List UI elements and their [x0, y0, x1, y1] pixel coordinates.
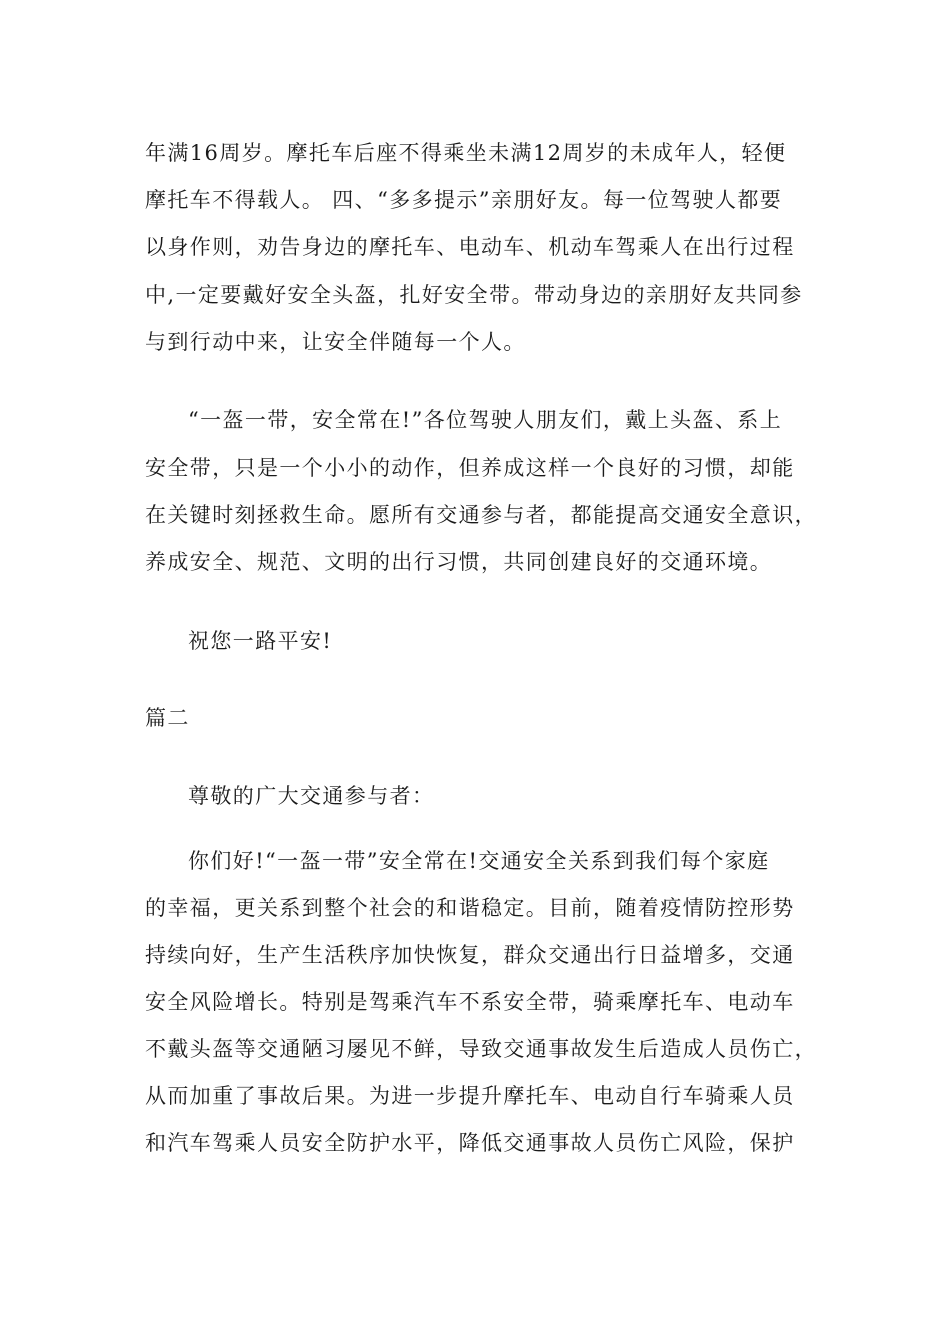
text-line: 以身作则，劝告身边的摩托车、电动车、机动车驾乘人在出行过程 — [145, 235, 795, 259]
text-line: 安全带，只是一个小小的动作，但养成这样一个良好的习惯，却能 — [145, 456, 795, 480]
text-line: 从而加重了事故后果。为进一步提升摩托车、电动自行车骑乘人员 — [145, 1084, 795, 1108]
text-line: 和汽车驾乘人员安全防护水平，降低交通事故人员伤亡风险，保护 — [145, 1131, 795, 1155]
section-heading: 篇二 — [145, 706, 190, 730]
text-line: 中,一定要戴好安全头盔，扎好安全带。带动身边的亲朋好友共同参 — [145, 283, 803, 307]
text-line: 的幸福，更关系到整个社会的和谐稳定。目前，随着疫情防控形势 — [145, 896, 795, 920]
text-line: 摩托车不得载人。 四、“多多提示”亲朋好友。每一位驾驶人都要 — [145, 188, 783, 212]
closing-line: 祝您一路平安! — [188, 629, 333, 653]
salutation: 尊敬的广大交通参与者： — [188, 784, 435, 808]
text-line: 持续向好，生产生活秩序加快恢复，群众交通出行日益增多，交通 — [145, 943, 795, 967]
text-line: 安全风险增长。特别是驾乘汽车不系安全带，骑乘摩托车、电动车 — [145, 990, 795, 1014]
text-line: 年满16周岁。摩托车后座不得乘坐未满12周岁的未成年人，轻便 — [145, 141, 787, 165]
text-line: 在关键时刻拯救生命。愿所有交通参与者，都能提高交通安全意识， — [145, 503, 817, 527]
text-line: 你们好!“一盔一带”安全常在!交通安全关系到我们每个家庭 — [188, 849, 770, 873]
text-line: 不戴头盔等交通陋习屡见不鲜，导致交通事故发生后造成人员伤亡， — [145, 1037, 817, 1061]
text-line: 养成安全、规范、文明的出行习惯，共同创建良好的交通环境。 — [145, 550, 773, 574]
text-line: “一盔一带，安全常在!”各位驾驶人朋友们，戴上头盔、系上 — [188, 408, 783, 432]
text-line: 与到行动中来，让安全伴随每一个人。 — [145, 330, 526, 354]
